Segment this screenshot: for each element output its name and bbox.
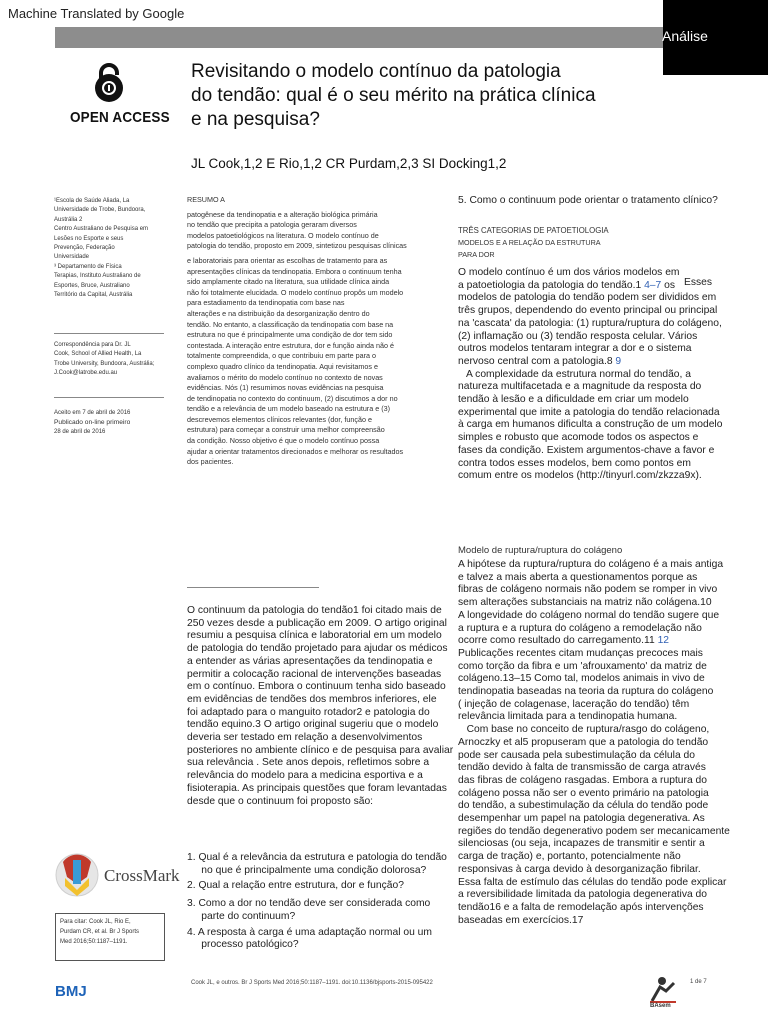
abstract-line: modelos patoetiológicos na literatura. O modelo contínuo de	[187, 230, 379, 240]
paragraph-line: fases da condição. Existem argumentos-chave a favor e	[458, 444, 715, 456]
intro-line: a entender as várias apresentações da tendinopatia e	[187, 655, 433, 667]
abstract-line: patogênese da tendinopatia e a alteração biológica primária	[187, 209, 378, 219]
abstract-line: complexo quadro clínico da tendinopatia. Aqui revisitamos e	[187, 361, 378, 371]
paragraph-line: modelos de patologia do tendão podem ser divididos em	[458, 292, 717, 304]
bmj-logo: BMJ	[55, 983, 87, 1000]
accepted-date: Aceito em 7 de abril de 2016	[54, 410, 131, 416]
paragraph-line: colágeno.13–15 Como tal, modelos animais in vivo de	[458, 673, 705, 685]
abstract-line: estrutura no que é principalmente uma condição de dor tem sido	[187, 330, 393, 340]
paragraph-line: na 'cascata' da patologia: (1) ruptura/ruptura do colágeno,	[458, 317, 722, 329]
text-span: nervoso central com a patologia.8	[458, 355, 616, 367]
intro-line: O continuum da patologia do tendão1 foi citado mais de	[187, 605, 442, 616]
machine-translated-banner: Machine Translated by Google	[8, 6, 185, 21]
paragraph-line: e talvez a mais aberta a questionamentos porque as	[458, 571, 698, 583]
paragraph-line	[458, 276, 723, 293]
abstract-line: dos pacientes.	[187, 457, 234, 467]
paragraph-line: fibras de colágeno normais não podem se romper in vivo	[458, 584, 718, 596]
question-text: processo patológico?	[187, 939, 299, 951]
question-text: 3. Como a dor no tendão deve ser considerada como	[187, 898, 431, 910]
reference-link[interactable]: 12	[657, 635, 670, 647]
abstract-line: de tendinopatia no contexto do continuum, (2) discutimos a dor no	[187, 393, 398, 403]
paragraph-line	[458, 635, 723, 648]
footer-reference: Cook JL, e outros. Br J Sports Med 2016;50:1187–1191. doi:10.1136/bjsports-2015-095422	[191, 980, 433, 986]
citation-box	[55, 913, 165, 961]
citation-line: Med 2016;50:1187–1191.	[60, 939, 128, 945]
correspondence-line: Trobe University, Bundoora, Austrália;	[54, 360, 155, 367]
sidebar-divider	[54, 333, 164, 334]
paragraph-line: pode ser causada pela subestimulação da célula do	[458, 749, 695, 761]
paragraph-line: três grupos, dependendo do evento principal ou principal	[458, 305, 718, 317]
paragraph-line: tendinopatia baseadas na teoria da ruptura do colágeno	[458, 686, 714, 698]
abstract-line: alterações e na distribuição da desorganização dentro do	[187, 308, 370, 318]
correspondence-line: Correspondência para Dr. JL	[54, 342, 131, 348]
paragraph-line: baseadas em exercícios.17	[458, 914, 584, 926]
paragraph-line: A hipótese da ruptura/ruptura do colágeno é a mais antiga	[458, 559, 724, 570]
intro-line: relevância do modelo para a medicina esportiva e a	[187, 770, 423, 782]
question-text: 2. Qual a relação entre estrutura, dor e função?	[187, 880, 404, 892]
paragraph-line: contra todos esses modelos, bem como pontos em	[458, 457, 691, 469]
page-number: 1 de 7	[690, 979, 707, 985]
intro-line: em o contínuo. Embora o continuum tenha sido baseado	[187, 681, 446, 693]
intro-line: posteriores no ambiente clínico e de pesquisa para avaliar	[187, 744, 454, 756]
affiliation-line: Austrália 2	[54, 216, 83, 223]
correspondence	[54, 341, 164, 379]
paragraph-line: desempenhar um papel na patologia degenerativa. As	[458, 813, 705, 825]
published-date: 28 de abril de 2016	[54, 428, 106, 435]
paragraph-line: do tendão, a subestimulação da célula do tendão pode	[458, 800, 709, 812]
paragraph-line: outros modelos tentaram integrar a dor e o sistema	[458, 343, 692, 355]
abstract-line: estrutura) para começar a construir uma melhor compreensão	[187, 425, 385, 435]
text-span: ocorre como resultado do carregamento.11	[458, 635, 658, 647]
section-label: Análise	[662, 28, 708, 44]
section-heading-line: PARA DOR	[458, 250, 495, 259]
abstract-line: ajudar a orientar tratamentos direcionados e melhorar os resultados	[187, 446, 404, 456]
reference-link[interactable]: 9	[615, 355, 622, 367]
paragraph-line: Essa falta de estímulo das células do tendão pode explicar	[458, 876, 727, 888]
paragraph-line: Com base no conceito de ruptura/rasgo do colágeno,	[458, 724, 710, 736]
paragraph-line: tendão16 e a falta de remodelação após intervenções	[458, 901, 704, 913]
affiliation-line: Prevenção, Federação	[54, 245, 115, 252]
abstract-heading: RESUMO A	[187, 195, 225, 204]
reference-link[interactable]: 4–7	[644, 279, 662, 291]
paragraph-line: tendão à lesão e a dificuldade em criar um modelo	[458, 394, 689, 406]
abstract-line: totalmente compreendida, o que contribuiu em parte para o	[187, 351, 376, 361]
intro-line: sua relevância . Sete anos depois, refletimos sobre a	[187, 757, 430, 769]
paragraph-line: Arnoczky et al5 propuseram que a patologia do tendão	[458, 736, 709, 748]
paragraph-line: colágeno possa não ser o evento primário na patologia	[458, 787, 709, 799]
abstract-line: tendão. No entanto, a classificação da tendinopatia com base na	[187, 319, 394, 329]
published-online-label: Publicado on-line primeiro	[54, 419, 131, 427]
intro-line: fisioterapia. As principais questões que foram levantadas	[187, 782, 447, 794]
paragraph-line: tendão devido à falta de transmissão de carga através	[458, 762, 706, 774]
intro-line: 250 vezes desde a publicação em 2009. O artigo original	[187, 617, 447, 629]
intro-line: resumiu a pesquisa clínica e laboratorial em um modelo	[187, 630, 442, 642]
abstract-line: apresentações clínicas da tendinopatia. Embora o continuum tenha	[187, 266, 402, 276]
open-access-label: OPEN ACCESS	[70, 109, 170, 126]
affiliation-line: Esportes, Bruce, Australiano	[54, 282, 130, 289]
question-text: 4. A resposta à carga é uma adaptação normal ou um	[187, 926, 432, 938]
basem-logo-icon	[648, 975, 678, 1003]
paragraph-line: responsivas à carga devido à desorganização fibrilar.	[458, 863, 701, 875]
intro-line: deveria ser testado em relação a desenvolvimentos	[187, 732, 423, 744]
paragraph-models	[458, 267, 723, 483]
affiliation-line: Terapias, Instituto Australiano de	[54, 273, 141, 280]
affiliation-line: ³ Departamento de Física	[54, 263, 122, 270]
sidebar-divider	[54, 397, 164, 398]
title-line: do tendão: qual é o seu mérito na prática clínica	[191, 85, 596, 106]
question-item	[187, 898, 449, 923]
affiliation-line: Território da Capital, Austrália	[54, 292, 133, 299]
subsection-heading: Modelo de ruptura/ruptura do colágeno	[458, 545, 623, 556]
paragraph-line: natureza multifacetada e a magnitude da resposta do	[458, 381, 702, 393]
abstract-line: descrevemos elementos clínicos relevantes (dor, função e	[187, 414, 372, 424]
intro-line: tendão equino.3 O artigo original sugeriu que o modelo	[187, 719, 439, 731]
paragraph-line: ( injeção de colagenase, laceração do tendão) têm	[458, 698, 690, 710]
question-item	[187, 927, 449, 952]
paragraph-line: A complexidade da estrutura normal do tendão, a	[458, 368, 691, 380]
paragraph-line: regiões do tendão degenerativo podem ser mecanicamente	[458, 825, 730, 837]
paragraph-collagen	[458, 559, 730, 927]
abstract-line: não foi totalmente elucidada. O modelo contínuo propôs um modelo	[187, 287, 404, 297]
basem-label: BAsem	[650, 1003, 671, 1009]
abstract-divider	[187, 587, 319, 588]
paragraph-line: (2) inflamação ou (3) tendão resposta celular. Vários	[458, 330, 698, 342]
affiliations	[54, 197, 164, 300]
paragraph-line: O modelo contínuo é um dos vários modelos em	[458, 267, 680, 278]
question-text: parte do continuum?	[187, 910, 296, 922]
abstract-line: para estadiamento da tendinopatia com base nas	[187, 298, 345, 308]
question-text: no que é principalmente uma condição dolorosa?	[187, 864, 427, 876]
section-heading	[458, 225, 723, 261]
paragraph-line: a reversibilidade limitada da patologia degenerativa do	[458, 889, 708, 901]
intro-line: de patologia do tendão projetado para ajudar os médicos	[187, 643, 448, 655]
paragraph-line: relevância limitada para a tendinopatia humana.	[458, 711, 678, 723]
abstract-line: no tendão que precipita a patologia geraram diversos	[187, 220, 357, 230]
crossmark-icon[interactable]	[55, 850, 99, 900]
question-5: 5. Como o continuum pode orientar o tratamento clínico?	[458, 195, 718, 206]
affiliation-line: Universidade de Trobe, Bundoora,	[54, 207, 146, 214]
abstract-line: sido amplamente citado na literatura, sua utilidade clínica ainda	[187, 277, 390, 287]
question-list	[187, 852, 449, 952]
correspondence-line: Cook, School of Allied Health, La	[54, 351, 142, 358]
paragraph-line: à carga em humanos dificulta a construção de um modelo	[458, 419, 723, 431]
abstract-line: da condição. Nosso objetivo é que o modelo contínuo possa	[187, 436, 380, 446]
paragraph-line: A longevidade do colágeno normal do tendão sugere que	[458, 609, 720, 621]
paragraph-line	[458, 356, 723, 369]
abstract-line: evidências. Nós (1) resumimos novas evidências na pesquisa	[187, 383, 384, 393]
paragraph-line: simples e robusto que acomode todos os aspectos e	[458, 432, 699, 444]
affiliation-line: Centro Australiano de Pesquisa em	[54, 226, 149, 233]
paragraph-line: silenciosas (ou seja, incapazes de transmitir e sentir a	[458, 838, 705, 850]
text-span: os	[661, 279, 676, 291]
paragraph-url-line: comum entre os modelos (http://tinyurl.com/zkzza9x).	[458, 470, 702, 482]
paragraph-line: a ruptura e a ruptura do colágeno a remodelação não	[458, 622, 702, 634]
paragraph-line: sem alterações substanciais na matriz não colágena.10	[458, 597, 712, 609]
citation-line: Para citar: Cook JL, Rio E,	[60, 919, 131, 925]
question-item	[187, 852, 449, 877]
title-line: e na pesquisa?	[191, 109, 320, 130]
publication-dates	[54, 409, 164, 437]
crossmark-label: CrossMark	[104, 866, 180, 885]
section-heading-line: MODELOS E A RELAÇÃO DA ESTRUTURA	[458, 238, 601, 247]
text-span: a patoetiologia da patologia do tendão.1	[458, 279, 645, 291]
author-list: JL Cook,1,2 E Rio,1,2 CR Purdam,2,3 SI Docking1,2	[191, 156, 507, 171]
open-access-lock-icon	[92, 62, 126, 104]
question-text: 1. Qual é a relevância da estrutura e patologia do tendão	[187, 852, 447, 863]
intro-line: em evidências de tendões dos membros inferiores, ele	[187, 693, 437, 705]
abstract	[187, 195, 449, 468]
paragraph-line: Publicações recentes citam mudanças precoces mais	[458, 647, 703, 659]
abstract-line: contestada. A interação entre estrutura, dor e função ainda não é	[187, 340, 394, 350]
affiliation-line: Lesões no Esporte e seus	[54, 235, 124, 242]
affiliation-line: ¹Escola de Saúde Aliada, La	[54, 198, 130, 204]
text-span: Esses	[684, 276, 713, 288]
paragraph-line: experimental que imite a patologia do tendão relacionada	[458, 406, 720, 418]
citation-line: Purdam CR, et al. Br J Sports	[60, 929, 140, 935]
intro-line: permitir a colocação racional de intervenções baseadas	[187, 668, 442, 680]
title-line: Revisitando o modelo contínuo da patologia	[191, 61, 561, 82]
intro-line: foi adaptado para o manguito rotador2 e patologia do	[187, 706, 430, 718]
abstract-line: tendão e a relevância de um modelo baseado na estrutura e (3)	[187, 404, 390, 414]
intro-line: desde que o continuum foi proposto são:	[187, 795, 374, 807]
introduction	[187, 605, 454, 808]
paragraph-line: como torção da fibra e um 'afrouxamento' da matriz de	[458, 660, 707, 672]
affiliation-line: Universidade	[54, 254, 90, 261]
article-title	[191, 60, 651, 132]
question-item	[187, 880, 449, 893]
abstract-line: patologia do tendão, proposto em 2009, sintetizou pesquisas clínicas	[187, 241, 407, 251]
abstract-line: e laboratoriais para orientar as escolhas de tratamento para as	[187, 255, 388, 265]
paragraph-line: das fibras de colágeno rasgadas. Embora a ruptura do	[458, 774, 707, 786]
correspondence-email[interactable]: J.Cook@latrobe.edu.au	[54, 370, 118, 377]
paragraph-line: carga de tração) e, portanto, potencialmente não	[458, 851, 681, 863]
abstract-line: avaliamos o mérito do modelo contínuo no contexto de novas	[187, 372, 383, 382]
section-heading-line: TRÊS CATEGORIAS DE PATOETIOLOGIA	[458, 226, 609, 235]
